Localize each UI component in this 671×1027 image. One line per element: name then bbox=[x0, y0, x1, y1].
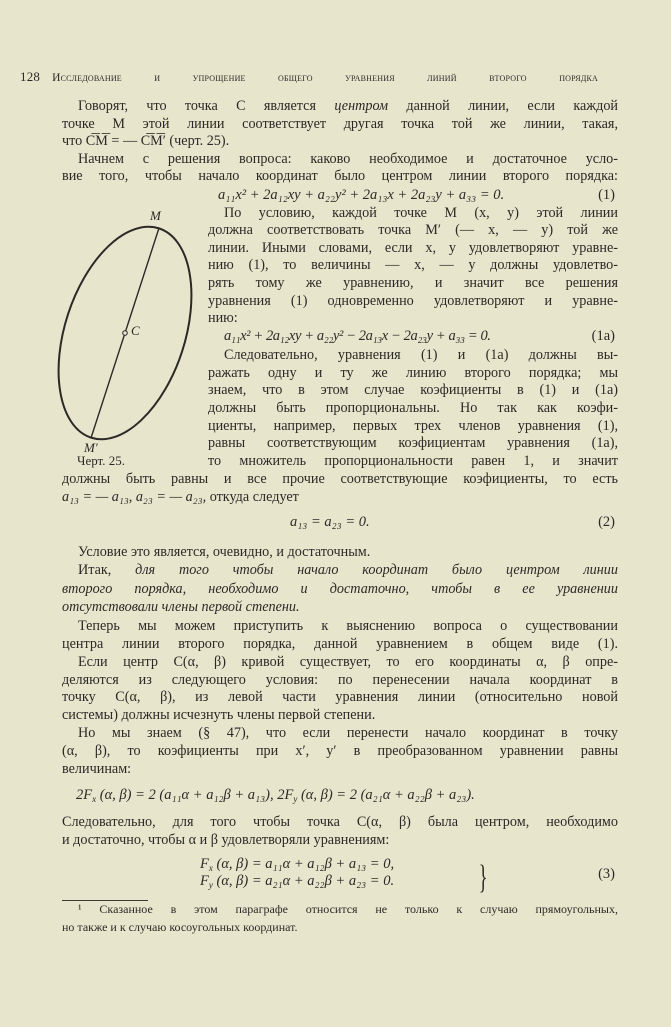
equation-partial-derivatives: $2F_x$ (α, β) = 2 (a₁₁α + a₁₂β + a₁₃), $2F_y$ (α, β) = 2 (a₂₁α + a₂₂β + a₂₃). bbox=[76, 787, 475, 804]
text-line: центра линии второго порядка, данной уравнением в общем виде (1). bbox=[62, 636, 618, 652]
text-line: уравнения (1) одновременно удовлетворяют и уравне- bbox=[208, 293, 618, 309]
text-line: линии. Иными словами, если x, y удовлетворяют уравне- bbox=[208, 240, 618, 256]
text-line: второго порядка, необходимо и достаточно, чтобы в ее уравнении bbox=[62, 581, 618, 597]
text-line: что C͞M͞ = — C͞M͞′ (черт. 25). bbox=[62, 133, 230, 149]
label-c: C bbox=[131, 323, 140, 338]
text-line: Итак, для того чтобы начало координат было центром линии bbox=[78, 562, 618, 578]
text-line: нию: bbox=[208, 310, 238, 326]
text-line: Условие это является, очевидно, и достаточным. bbox=[78, 544, 371, 560]
text-line: вие того, чтобы начало координат было центром линии второго порядка: bbox=[62, 168, 618, 184]
text-line: то множитель пропорциональности равен 1, и значит bbox=[208, 453, 618, 469]
center-point bbox=[123, 331, 128, 336]
page-number: 128 bbox=[20, 69, 41, 84]
theorem-statement: для того чтобы начало координат было центром линии bbox=[135, 562, 618, 578]
text-line: нию (1), то величины — x, — y должны удовлетво- bbox=[208, 257, 618, 273]
text-line: точку C(α, β), из левой части уравнения линии (относительно новой bbox=[62, 689, 618, 705]
running-title: Исследование и упрощение общего уравнения линий второго порядка bbox=[52, 72, 598, 84]
text-line: ражать одну и ту же линию второго порядка; мы bbox=[208, 365, 618, 381]
text-line: должна соответствовать точка M′ (— x, — y) той же bbox=[208, 222, 618, 238]
footnote-line: но также и к случаю косоугольных координат. bbox=[62, 920, 298, 934]
text-line: Если центр C(α, β) кривой существует, то его координаты α, β опре- bbox=[78, 654, 618, 670]
text-line: системы) должны исчезнуть члены первой степени. bbox=[62, 707, 376, 723]
text-line: Теперь мы можем приступить к выяснению вопроса о существовании bbox=[78, 618, 618, 634]
text-line: Следовательно, уравнения (1) и (1a) должны вы- bbox=[224, 347, 618, 363]
equation-3-first: $F_x$ (α, β) = a₁₁α + a₁₂β + a₁₃ = 0, bbox=[200, 856, 395, 873]
equation-1: a₁₁x² + 2a₁₂xy + a₂₂y² + 2a₁₃x + 2a₂₃y + a₃₃ = 0. bbox=[218, 187, 505, 203]
text-line: должны быть равны и все прочие соответствующие коэфициенты, то есть bbox=[62, 471, 618, 487]
equation-1a: a₁₁x² + 2a₁₂xy + a₂₂y² − 2a₁₃x − 2a₂₃y + a₃₃ = 0. bbox=[224, 328, 491, 344]
text-line: По условию, каждой точке M (x, y) этой линии bbox=[224, 205, 618, 221]
text-line: точке M этой линии соответствует другая точка той же линии, такая, bbox=[62, 116, 618, 132]
text-line: Но мы знаем (§ 47), что если перенести начало координат в точку bbox=[78, 725, 618, 741]
text-line: Следовательно, для того чтобы точка C(α, β) была центром, необходимо bbox=[62, 814, 618, 830]
equation-1a-number: (1a) bbox=[591, 328, 615, 344]
text-line: и достаточно, чтобы α и β удовлетворяли уравнениям: bbox=[62, 832, 390, 848]
text-line: циенты, например, первых трех членов уравнения (1), bbox=[208, 418, 618, 434]
label-m-prime: M′ bbox=[84, 440, 98, 455]
text-line: отсутствовали члены первой степени. bbox=[62, 599, 300, 615]
text-line: величинам: bbox=[62, 761, 132, 777]
brace-symbol: } bbox=[478, 859, 488, 896]
text-line: Начнем с решения вопроса: каково необходимое и достаточное усло- bbox=[78, 151, 618, 167]
equation-1-number: (1) bbox=[598, 187, 615, 203]
text-line: (α, β), то коэфициенты при x′, y′ в преобразованном уравнении равны bbox=[62, 743, 618, 759]
equation-2: a₁₃ = a₂₃ = 0. bbox=[290, 514, 370, 530]
text-line: деляются из следующего условия: по перенесении начала координат в bbox=[62, 672, 618, 688]
text-line: равны соответствующим коэфициентам уравнения (1a), bbox=[208, 435, 618, 451]
term-center: центром bbox=[334, 98, 389, 114]
footnote-line: ¹ Сказанное в этом параграфе относится не только к случаю прямоугольных, bbox=[78, 902, 618, 916]
text-line: a₁₃ = — a₁₃, a₂₃ = — a₂₃, откуда следует bbox=[62, 489, 299, 505]
text-line: должны быть пропорциональны. Но так как коэфи- bbox=[208, 400, 618, 416]
text-line: знаем, что в этом случае коэфициенты в (1) и (1a) bbox=[208, 382, 618, 398]
equation-3-number: (3) bbox=[598, 866, 615, 882]
label-m: M bbox=[150, 208, 161, 223]
text-line: Говорят, что точка C является центром данной линии, если каждой bbox=[78, 98, 619, 114]
equation-2-number: (2) bbox=[598, 514, 615, 530]
text-line: рять тому же уравнению, и значит все решения bbox=[208, 275, 618, 291]
equation-3-second: $F_y$ (α, β) = a₂₁α + a₂₂β + a₂₃ = 0. bbox=[200, 873, 395, 890]
figure-caption: Черт. 25. bbox=[77, 453, 126, 468]
